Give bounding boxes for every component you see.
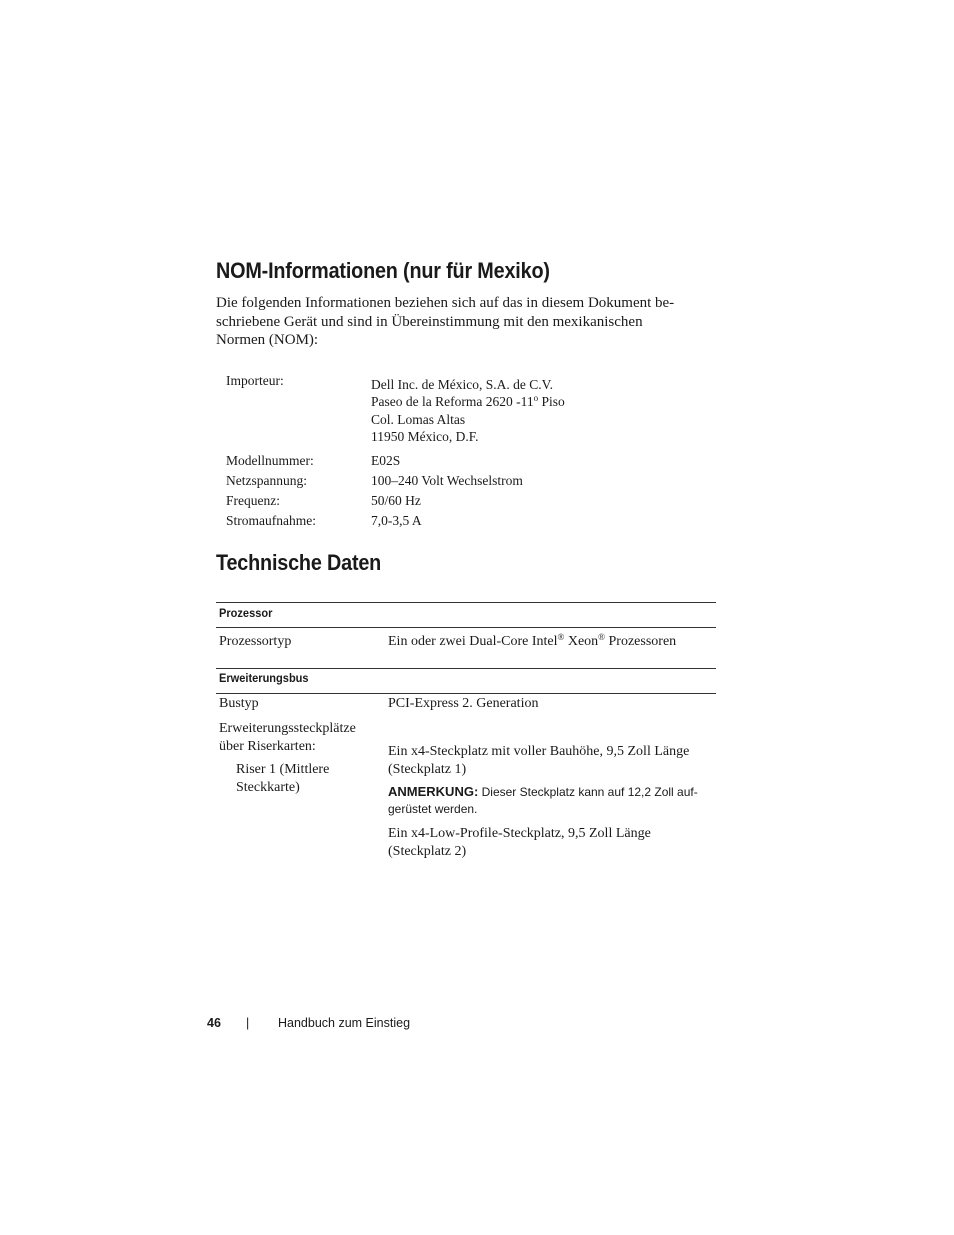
importer-line: Dell Inc. de México, S.A. de C.V.: [371, 377, 553, 392]
bustype-value: PCI-Express 2. Generation: [388, 696, 539, 711]
current-label: Stromaufnahme:: [226, 513, 316, 528]
specs-heading: Technische Daten: [216, 550, 382, 575]
note: [388, 783, 718, 818]
current-value: 7,0-3,5 A: [371, 513, 422, 528]
slots-label: Erweiterungssteckplätze über Riserkarten:: [219, 721, 356, 754]
slot1-value: Ein x4-Steckplatz mit voller Bauhöhe, 9,5 Zoll Länge (Steckplatz 1): [388, 744, 690, 777]
intro-line: Normen (NOM):: [216, 332, 319, 348]
voltage-label: Netzspannung:: [226, 473, 307, 488]
intro-line: schriebene Gerät und sind in Übereinstimmung mit den mexikanischen: [216, 313, 643, 330]
frequency-label: Frequenz:: [226, 493, 280, 508]
note-text: Dieser Steckplatz kann auf 12,2 Zoll auf-: [478, 785, 698, 799]
table-rule: [216, 627, 716, 628]
voltage-value: 100–240 Volt Wechselstrom: [371, 473, 523, 488]
bustype-label: Bustyp: [219, 696, 259, 711]
processor-section-header: Prozessor: [219, 606, 273, 620]
importer-line: 11950 México, D.F.: [371, 429, 479, 444]
footer-title: Handbuch zum Einstieg: [278, 1016, 411, 1030]
importer-label: Importeur:: [226, 373, 284, 388]
processor-type-label: Prozessortyp: [219, 634, 292, 649]
importer-line: Paseo de la Reforma 2620 -11$^o$ Piso: [371, 393, 565, 409]
note-text: gerüstet werden.: [388, 802, 478, 816]
intro-line: Die folgenden Informationen beziehen sich auf das in diesem Dokument be-: [216, 295, 675, 311]
importer-line: Col. Lomas Altas: [371, 412, 466, 427]
nom-heading: NOM-Informationen (nur für Mexiko): [216, 258, 550, 283]
frequency-value: 50/60 Hz: [371, 493, 421, 508]
model-label: Modellnummer:: [226, 453, 314, 468]
table-rule: [216, 693, 716, 694]
processor-type-value: Ein oder zwei Dual-Core Intel® Xeon® Prozessoren: [388, 632, 677, 649]
bus-section-header: Erweiterungsbus: [219, 671, 309, 685]
table-rule: [216, 668, 716, 669]
note-label: ANMERKUNG:: [388, 784, 479, 799]
nom-intro: [216, 294, 716, 350]
riser1-label: Riser 1 (Mittlere Steckkarte): [236, 762, 330, 795]
footer-separator: |: [246, 1016, 250, 1030]
page-number: 46: [207, 1016, 221, 1030]
model-value: E02S: [371, 453, 401, 468]
table-rule: [216, 602, 716, 603]
slot2-value: Ein x4-Low-Profile-Steckplatz, 9,5 Zoll Länge (Steckplatz 2): [388, 826, 651, 859]
